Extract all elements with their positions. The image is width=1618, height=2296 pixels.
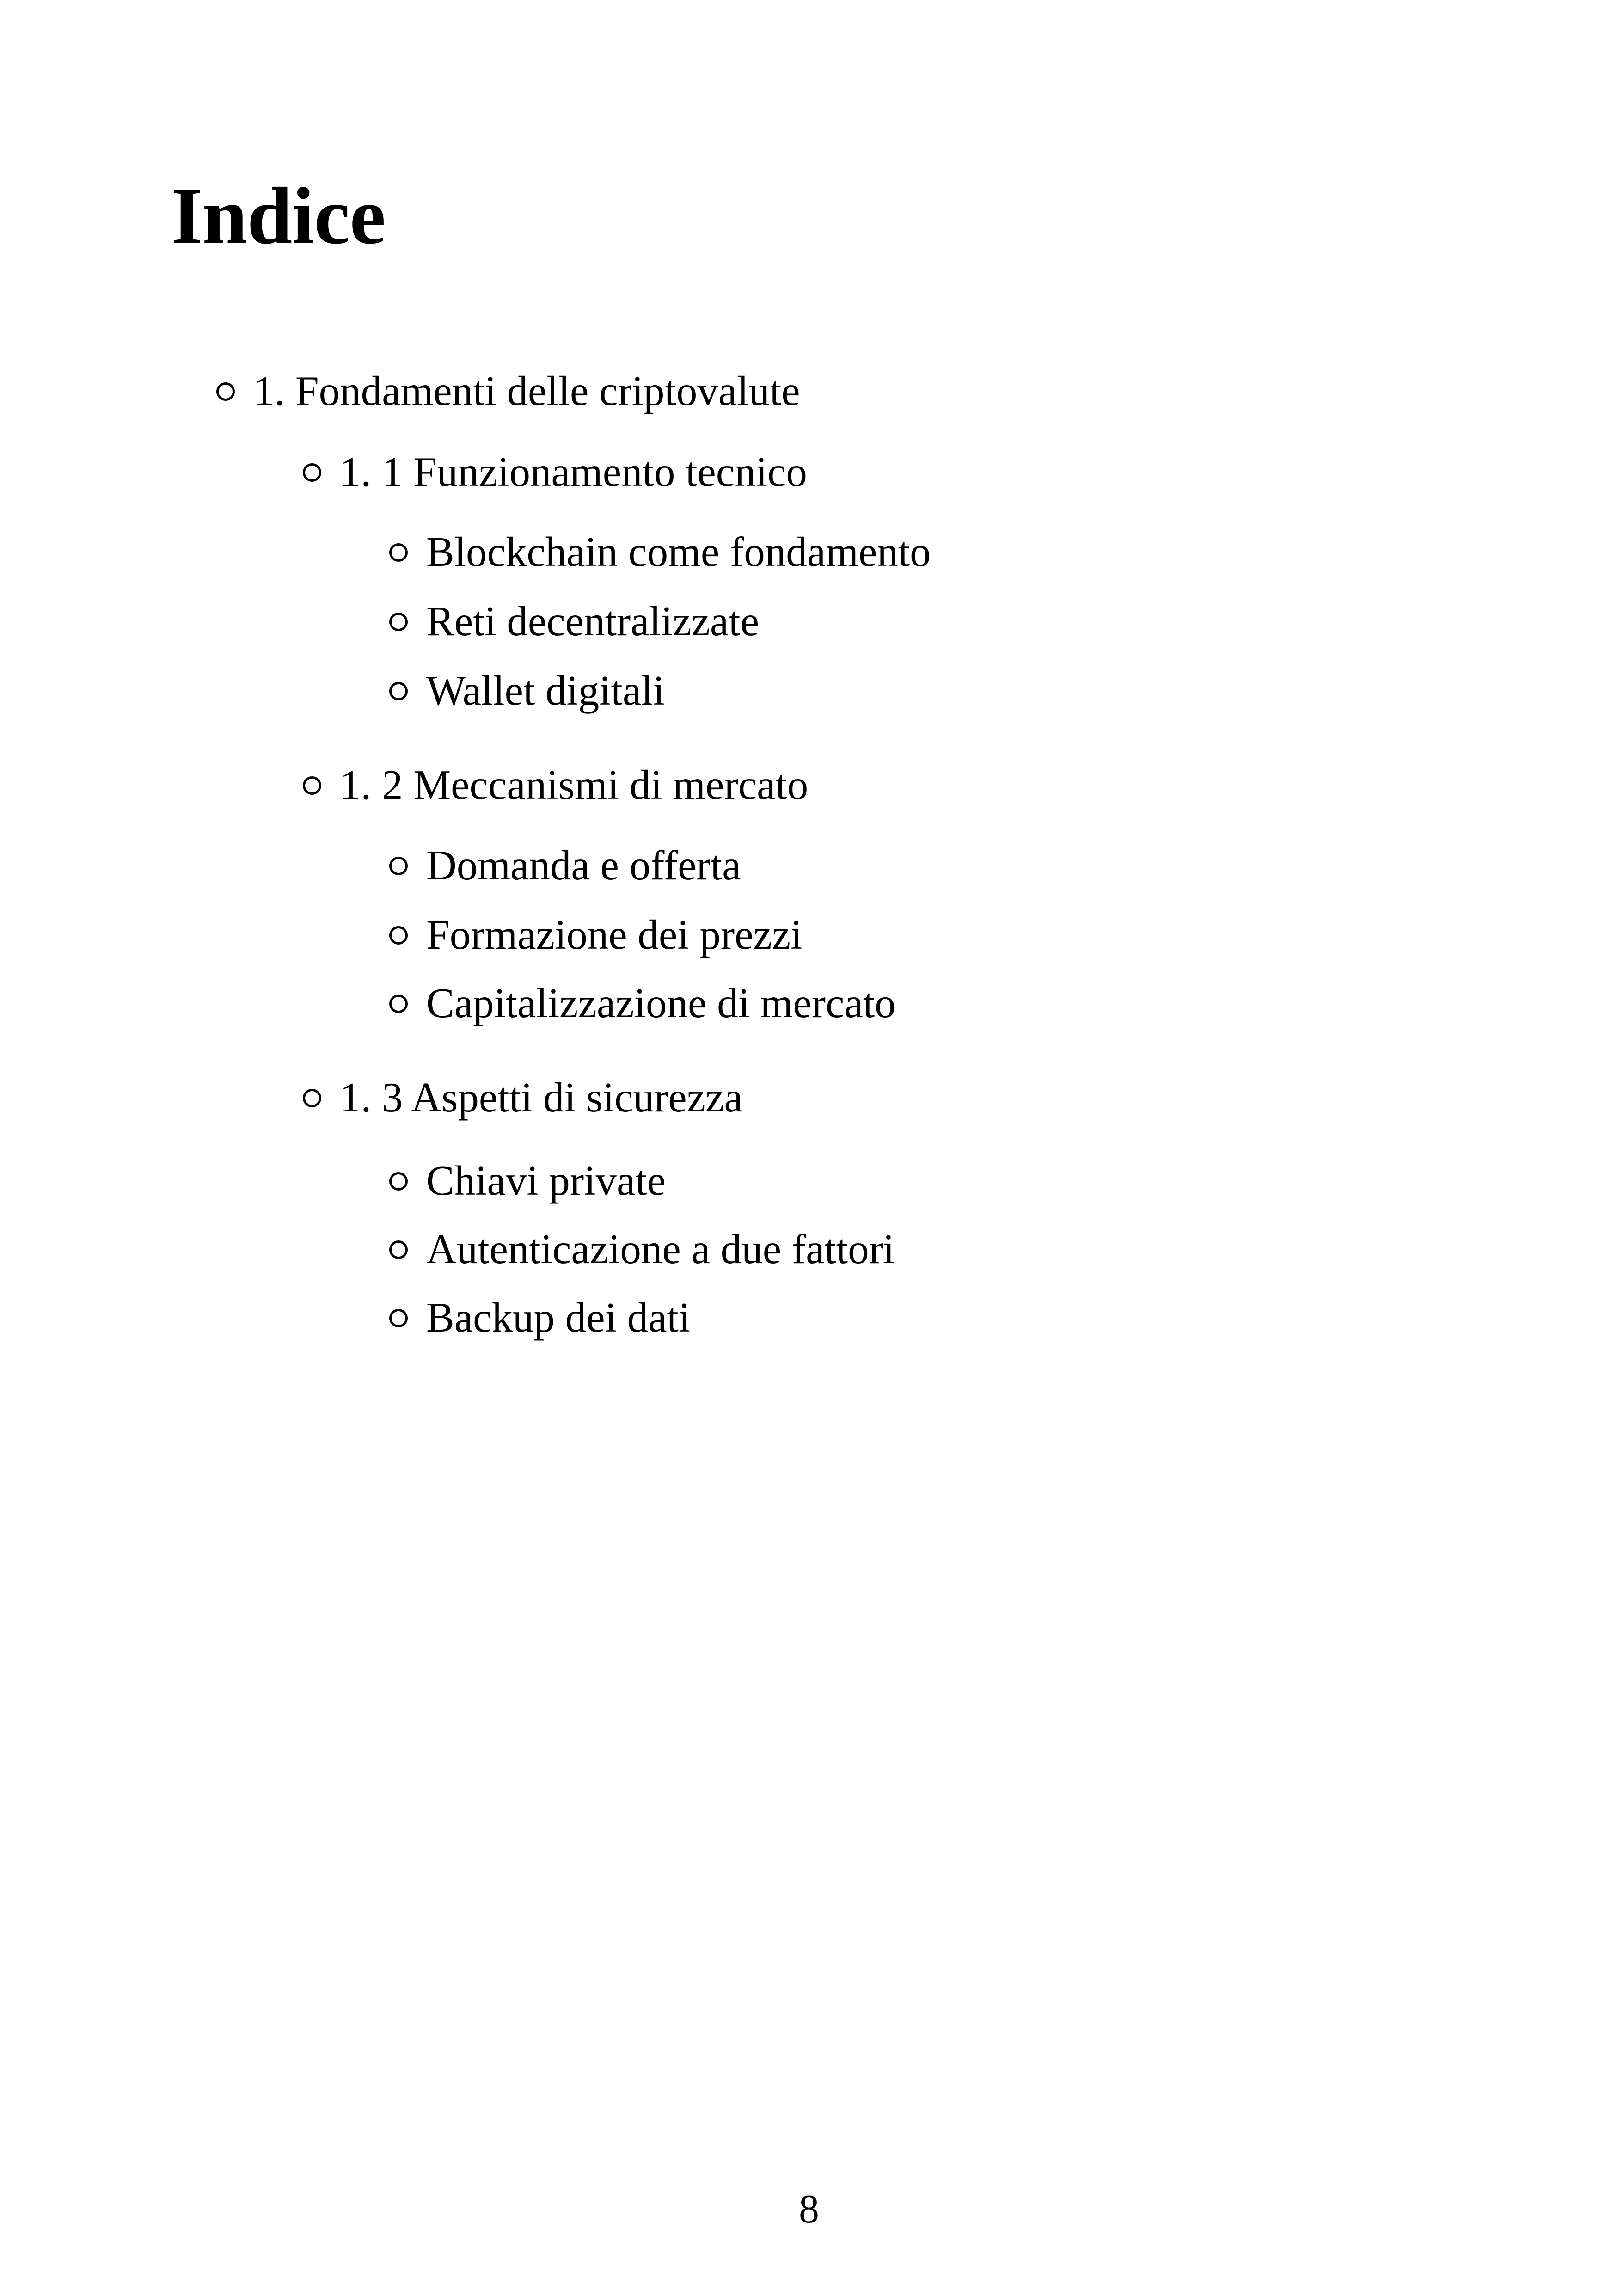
toc-item-label: Blockchain come fondamento [426, 528, 931, 575]
toc-section-1-2[interactable] [303, 761, 809, 808]
toc-item[interactable] [389, 982, 896, 1024]
toc-section-1-1[interactable] [303, 448, 807, 495]
toc-item[interactable] [389, 598, 759, 645]
toc-item[interactable] [389, 842, 741, 889]
toc-item[interactable] [389, 528, 931, 575]
circle-bullet-icon [389, 543, 408, 562]
toc-item-label: Autenticazione a due fattori [426, 1226, 895, 1272]
toc-item[interactable] [389, 911, 803, 958]
toc-section-label: 1. 3 Aspetti di sicurezza [340, 1074, 743, 1121]
circle-bullet-icon [389, 682, 408, 700]
toc-item-label: Capitalizzazione di mercato [426, 980, 896, 1026]
toc-item-label: Chiavi private [426, 1157, 666, 1204]
circle-bullet-icon [303, 776, 321, 795]
toc-section-label: 1. 1 Funzionamento tecnico [340, 448, 807, 495]
toc-item[interactable] [389, 1157, 666, 1204]
circle-bullet-icon [303, 1089, 321, 1107]
page-number: 8 [799, 2187, 819, 2232]
circle-bullet-icon [216, 382, 235, 401]
toc-item[interactable] [389, 669, 665, 712]
circle-bullet-icon [389, 1309, 408, 1327]
circle-bullet-icon [389, 613, 408, 631]
toc-chapter-label: 1. Fondamenti delle criptovalute [253, 368, 800, 414]
toc-item-label: Wallet digitali [426, 667, 665, 714]
circle-bullet-icon [389, 857, 408, 875]
toc-chapter-1[interactable] [216, 370, 800, 412]
toc-section-label: 1. 2 Meccanismi di mercato [340, 761, 809, 808]
toc-item-label: Formazione dei prezzi [426, 911, 803, 958]
toc-section-1-3[interactable] [303, 1074, 743, 1121]
toc-item-label: Domanda e offerta [426, 842, 741, 889]
circle-bullet-icon [389, 1240, 408, 1259]
page-title: Indice [171, 171, 386, 261]
toc-item[interactable] [389, 1294, 691, 1341]
circle-bullet-icon [389, 1172, 408, 1191]
toc-item[interactable] [389, 1228, 895, 1270]
circle-bullet-icon [389, 995, 408, 1013]
circle-bullet-icon [389, 926, 408, 945]
toc-item-label: Reti decentralizzate [426, 598, 759, 645]
toc-item-label: Backup dei dati [426, 1294, 691, 1341]
circle-bullet-icon [303, 463, 321, 482]
